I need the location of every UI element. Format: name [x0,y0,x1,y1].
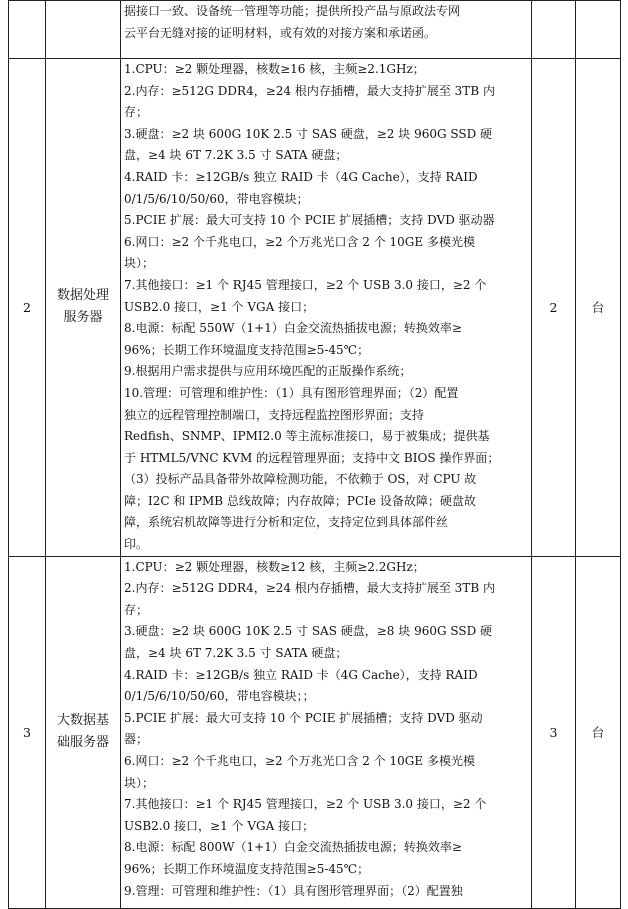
spec-line: 障，系统宕机故障等进行分析和定位，支持定位到具体部件丝 [124,515,449,530]
spec-line: 3.硬盘：≥2 块 600G 10K 2.5 寸 SAS 硬盘，≥2 块 960G SSD 硬 [124,126,493,141]
spec-cell [121,59,532,557]
row-number-cell [9,1,46,59]
unit-cell: 台 [576,556,621,908]
spec-line: 96%；长期工作环境温度支持范围≥5-45℃； [124,342,370,357]
table-row [9,59,621,557]
item-name-line: 大数据基 [56,713,109,729]
row-number-cell: 2 [9,59,46,557]
spec-cell [121,1,532,59]
spec-line: 1.CPU：≥2 颗处理器，核数≥16 核，主频≥2.1GHz； [124,62,425,76]
item-name-line: 数据处理 [56,288,109,304]
item-name-cell [46,1,121,59]
spec-line: 9.管理：可管理和维护性：（1）具有图形管理界面；（2）配置独 [124,883,463,898]
spec-line: 存； [124,602,149,617]
spec-line: 6.网口：≥2 个千兆电口，≥2 个万兆光口含 2 个 10GE 多模光模 [124,754,475,768]
spec-line: 盘，≥4 块 6T 7.2K 3.5 寸 SATA 硬盘； [124,148,348,163]
spec-line: 障；I2C 和 IPMB 总线故障；内存故障；PCIe 设备故障；硬盘故 [124,493,476,508]
spec-cell [121,556,532,908]
quantity-cell: 3 [532,556,576,908]
quantity-cell: 2 [532,59,576,557]
spec-line: 盘，≥4 块 6T 7.2K 3.5 寸 SATA 硬盘； [124,646,348,661]
spec-line: 独立的远程管理控制端口，支持远程监控图形界面；支持 [124,407,425,422]
spec-line: 块）； [124,256,155,271]
table-row-continuation [9,1,621,59]
row-number-cell: 3 [9,556,46,908]
spec-line: 0/1/5/6/10/50/60，带电容模块； [124,191,309,206]
spec-line: 3.硬盘：≥2 块 600G 10K 2.5 寸 SAS 硬盘，≥8 块 960G SSD 硬 [124,624,493,639]
spec-line: 4.RAID 卡：≥12GB/s 独立 RAID 卡（4G Cache），支持 RAID [124,667,478,682]
spec-line: 96%；长期工作环境温度支持范围≥5-45℃； [124,861,370,876]
spec-line: 于 HTML5/VNC KVM 的远程管理界面；支持中文 BIOS 操作界面； [124,450,500,465]
table-row [9,556,621,908]
spec-line: 2.内存：≥512G DDR4，≥24 根内存插槽，最大支持扩展至 3TB 内 [124,83,495,98]
spec-line: 9.根据用户需求提供与应用环境匹配的正版操作系统； [124,364,412,379]
item-name-cell [46,556,121,908]
spec-line: 7.其他接口：≥1 个 RJ45 管理接口，≥2 个 USB 3.0 接口，≥2 个 [124,277,487,292]
spec-line: 6.网口：≥2 个千兆电口，≥2 个万兆光口含 2 个 10GE 多模光模 [124,234,475,249]
unit-cell: 台 [576,59,621,557]
item-name-line: 础服务器 [56,735,109,751]
unit-cell [576,1,621,59]
spec-table [8,0,621,909]
spec-line: 云平台无缝对接的证明材料，或有效的对接方案和承诺函。 [124,25,437,40]
item-name-line: 服务器 [63,310,103,326]
spec-line: 器； [124,732,149,747]
spec-line: 存； [124,105,149,120]
spec-line: 块）； [124,775,155,790]
spec-line: 1.CPU：≥2 颗处理器，核数≥12 核，主频≥2.2GHz； [124,559,425,574]
spec-line: USB2.0 接口，≥1 个 VGA 接口； [124,299,315,314]
spec-line: 印。 [124,537,149,552]
spec-line: 据接口一致、设备统一管理等功能；提供所投产品与原政法专网 [124,4,461,18]
spec-line: 5.PCIE 扩展：最大可支持 10 个 PCIE 扩展插槽；支持 DVD 驱动 [124,710,483,725]
spec-line: 2.内存：≥512G DDR4，≥24 根内存插槽，最大支持扩展至 3TB 内 [124,581,495,596]
spec-line: USB2.0 接口，≥1 个 VGA 接口； [124,818,315,833]
quantity-cell [532,1,576,59]
spec-line: 8.电源：标配 550W（1+1）白金交流热插拔电源；转换效率≥ [124,321,462,336]
spec-line: 7.其他接口：≥1 个 RJ45 管理接口，≥2 个 USB 3.0 接口，≥2 个 [124,797,487,812]
spec-line: 10.管理：可管理和维护性：（1）具有图形管理界面；（2）配置 [124,385,459,400]
spec-line: （3）投标产品具备带外故障检测功能，不依赖于 OS，对 CPU 故 [124,472,477,487]
spec-line: 5.PCIE 扩展：最大可支持 10 个 PCIE 扩展插槽；支持 DVD 驱动器 [124,213,495,228]
spec-line: 8.电源：标配 800W（1+1）白金交流热插拔电源；转换效率≥ [124,840,462,855]
item-name-cell [46,59,121,557]
spec-line: 4.RAID 卡：≥12GB/s 独立 RAID 卡（4G Cache），支持 RAID [124,169,478,184]
spec-line: 0/1/5/6/10/50/60，带电容模块；； [124,689,315,704]
spec-line: Redfish、SNMP、IPMI2.0 等主流标准接口，易于被集成；提供基 [124,429,490,444]
